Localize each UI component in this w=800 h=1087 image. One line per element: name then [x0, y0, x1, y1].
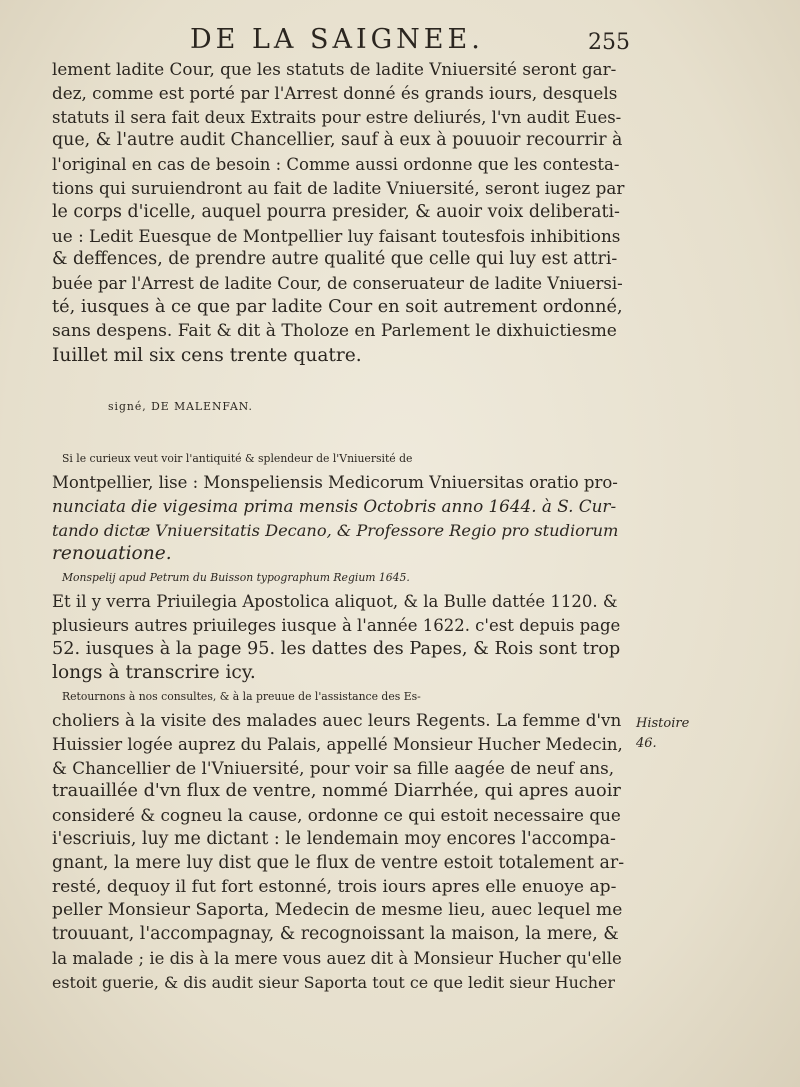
text-line: la malade ; ie dis à la mere vous auez dit à Monsieur Hucher qu'elle [52, 948, 622, 968]
text-line: Monspelij apud Petrum du Buisson typographum Regium 1645. [62, 571, 410, 585]
text-line: Si le curieux veut voir l'antiquité & splendeur de l'Vniuersité de [62, 452, 413, 466]
text-line: consideré & cogneu la cause, ordonne ce qui estoit necessaire que [52, 805, 621, 826]
text-line: l'original en cas de besoin : Comme aussi ordonne que les contesta- [52, 155, 620, 175]
margin-note-number: 46. [636, 736, 657, 751]
signature-line: signé, DE MALENFAN. [108, 400, 253, 414]
text-line: resté, dequoy il fut fort estonné, trois iours apres elle enuoye ap- [52, 876, 617, 897]
text-line: que, & l'autre audit Chancellier, sauf à eux à pouuoir recourrir à [52, 130, 623, 151]
text-line: gnant, la mere luy dist que le flux de ventre estoit totalement ar- [52, 852, 625, 873]
text-line: choliers à la visite des malades auec leurs Regents. La femme d'vn [52, 709, 622, 730]
text-line: estoit guerie, & dis audit sieur Saporta tout ce que ledit sieur Hucher [52, 972, 615, 992]
text-line: dez, comme est porté par l'Arrest donné és grands iours, desquels [52, 82, 618, 103]
text-line: ue : Ledit Euesque de Montpellier luy faisant toutesfois inhibitions [52, 225, 621, 246]
text-line: sans despens. Fait & dit à Tholoze en Parlement le dixhuictiesme [52, 320, 617, 341]
text-line: plusieurs autres priuileges iusque à l'année 1622. c'est depuis page [52, 615, 621, 635]
text-line: i'escriuis, luy me dictant : le lendemain moy encores l'accompa- [52, 828, 616, 849]
text-line: 52. iusques à la page 95. les dattes des Papes, & Rois sont trop [52, 638, 621, 659]
margin-note [636, 714, 696, 754]
margin-note-label: Histoire [636, 716, 690, 731]
text-line: Huissier logée auprez du Palais, appellé Monsieur Hucher Medecin, [52, 734, 623, 754]
text-line: trauaillée d'vn flux de ventre, nommé Diarrhée, qui apres auoir [52, 781, 621, 802]
text-line: Montpellier, lise : Monspeliensis Medicorum Vniuersitas oratio pro- [52, 472, 618, 492]
text-line: peller Monsieur Saporta, Medecin de mesme lieu, auec lequel me [52, 900, 623, 921]
text-line: Retournons à nos consultes, & à la preuue de l'assistance des Es- [62, 690, 421, 704]
text-line: lement ladite Cour, que les statuts de ladite Vniuersité seront gar- [52, 59, 617, 79]
page-header [0, 22, 800, 62]
spacer [52, 367, 622, 395]
text-line: Iuillet mil six cens trente quatre. [52, 344, 362, 366]
text-line: longs à transcrire icy. [52, 662, 256, 684]
text-line: statuts il sera fait deux Extraits pour estre deliurés, l'vn audit Eues- [52, 107, 622, 127]
running-title: DE LA SAIGNEE. [190, 24, 484, 55]
page-number: 255 [588, 30, 630, 55]
text-line: Et il y verra Priuilegia Apostolica aliquot, & la Bulle dattée 1120. & [52, 591, 618, 611]
text-line: le corps d'icelle, auquel pourra presider, & auoir voix deliberati- [52, 201, 620, 222]
text-line: & Chancellier de l'Vniuersité, pour voir sa fille aagée de neuf ans, [52, 757, 615, 778]
text-line: tions qui suruiendront au fait de ladite Vniuersité, seront iugez par [52, 177, 625, 198]
text-line: tando dictæ Vniuersitatis Decano, & Professore Regio pro studiorum [52, 520, 619, 540]
text-line: nunciata die vigesima prima mensis Octobris anno 1644. à S. Cur- [52, 495, 617, 516]
text-line: renouatione. [52, 543, 172, 565]
text-line: buée par l'Arrest de ladite Cour, de conseruateur de ladite Vniuersi- [52, 274, 623, 294]
text-line: trouuant, l'accompagnay, & recognoissant la maison, la mere, & [52, 924, 619, 945]
body-text [52, 58, 625, 994]
text-line: té, iusques à ce que par ladite Cour en soit autrement ordonné, [52, 296, 623, 317]
spacer [52, 419, 622, 447]
text-line: & deffences, de prendre autre qualité que celle qui luy est attri- [52, 249, 618, 270]
